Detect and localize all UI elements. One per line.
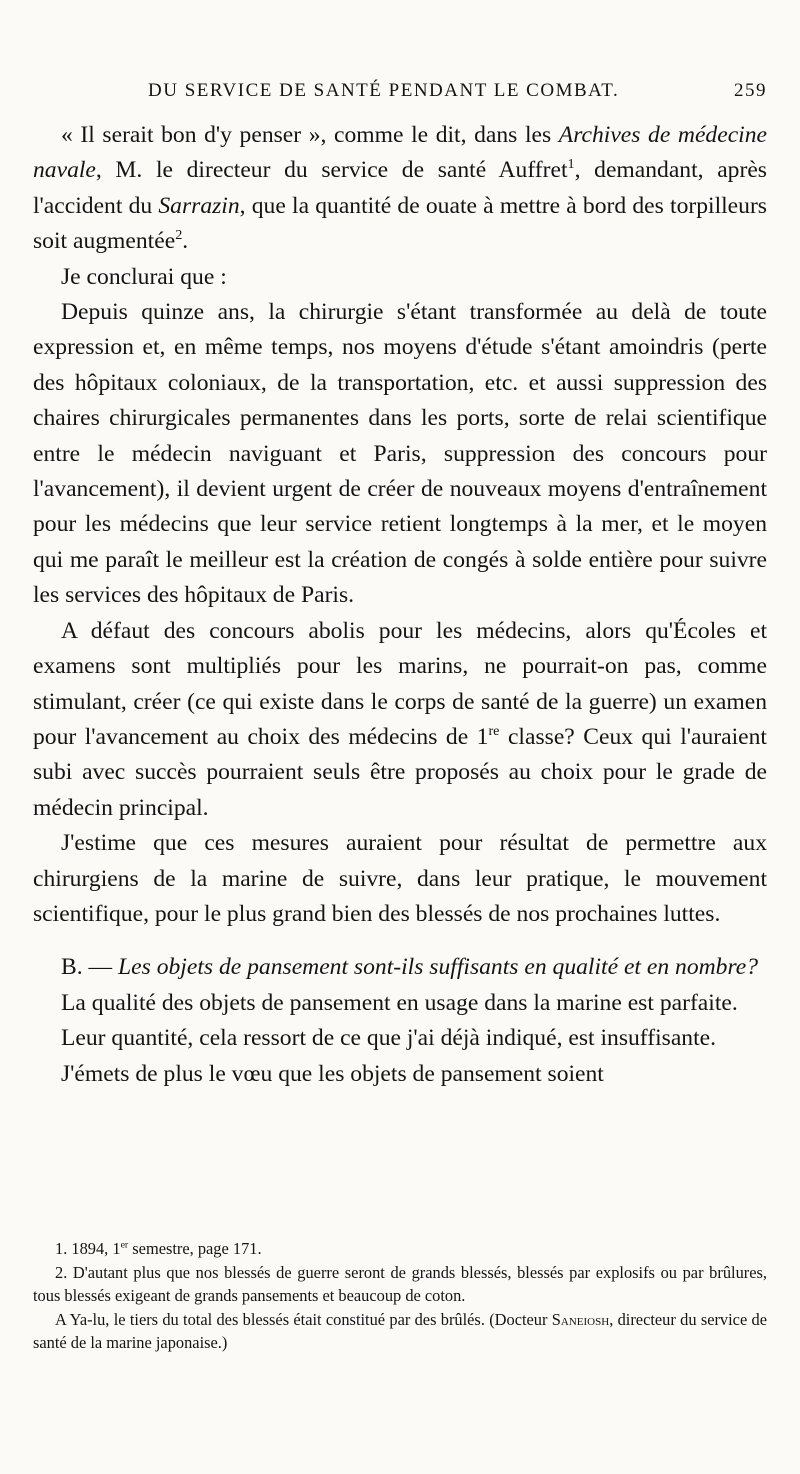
footnote: 1. 1894, 1er semestre, page 171. [55, 1239, 262, 1258]
footnote-ref: 1 [567, 156, 575, 173]
paragraph: Je conclurai que : [61, 263, 227, 290]
paragraph: J'estime que ces mesures auraient pour résultat de permettre aux chirurgiens de la marine de suivre, dans leur pratique, le mouvement scientifique, pour le plus grand bien des blessés de nos prochaines luttes. [33, 830, 767, 927]
ship-name: Sarrazin [158, 192, 240, 219]
paragraph: Leur quantité, cela ressort de ce que j'ai déjà indiqué, est insuffisante. [61, 1025, 717, 1052]
journal-title: Archives de médecine navale [33, 122, 767, 184]
footnote: 2. D'autant plus que nos blessés de guerre seront de grands blessés, blessés par explosifs ou par brûlures, tous blessés exigeant de grands pansements et beaucoup de coton. [33, 1262, 767, 1305]
section-heading: B. — Les objets de pansement sont-ils suffisants en qualité et en nombre? [61, 954, 759, 981]
paragraph: « Il serait bon d'y penser », comme le dit, dans les Archives de médecine navale, M. le directeur du service de santé Auffret$^1$, demandant, après l'accident du Sarrazin, que la quantité de ouate à mettre à bord des torpilleurs soit augmentée$^2$. [33, 122, 767, 255]
footnote-ref: 2 [175, 227, 183, 244]
footnote: A Ya-lu, le tiers du total des blessés était constitué par des brûlés. (Docteur Saneiosh, directeur du service de santé de la marine japonaise.) [33, 1309, 768, 1352]
footnotes [33, 1237, 767, 1355]
paragraph: A défaut des concours abolis pour les médecins, alors qu'Écoles et examens sont multipliés pour les marins, ne pourrait-on pas, comme stimulant, créer (ce qui existe dans le corps de santé de la guerre) un examen pour l'avancement au choix des médecins de 1re classe? Ceux qui l'auraient subi avec succès pourraient seuls être proposés au choix pour le grade de médecin principal. [33, 617, 767, 821]
paragraph: Depuis quinze ans, la chirurgie s'étant transformée au delà de toute expression et, en même temps, nos moyens d'étude s'étant amoindris (perte des hôpitaux coloniaux, de la transportation, etc. et aussi suppression des chaires chirurgicales permanentes dans les ports, sorte de relai scientifique entre le médecin naviguant et Paris, suppression des concours pour l'avancement), il devient urgent de créer de nouveaux moyens d'entraînement pour les médecins que leur service retient longtemps à la mer, et le moyen qui me paraît le meilleur est la création de congés à solde entière pour suivre les services des hôpitaux de Paris. [33, 299, 767, 609]
running-title: DU SERVICE DE SANTÉ PENDANT LE COMBAT. [148, 80, 620, 101]
author-name: Saneiosh [551, 1309, 610, 1329]
page-number: 259 [734, 80, 767, 101]
running-header [33, 80, 767, 110]
paragraph: La qualité des objets de pansement en usage dans la marine est parfaite. [61, 989, 738, 1016]
paragraph: J'émets de plus le vœu que les objets de pansement soient [61, 1060, 604, 1087]
main-text [33, 118, 767, 1092]
